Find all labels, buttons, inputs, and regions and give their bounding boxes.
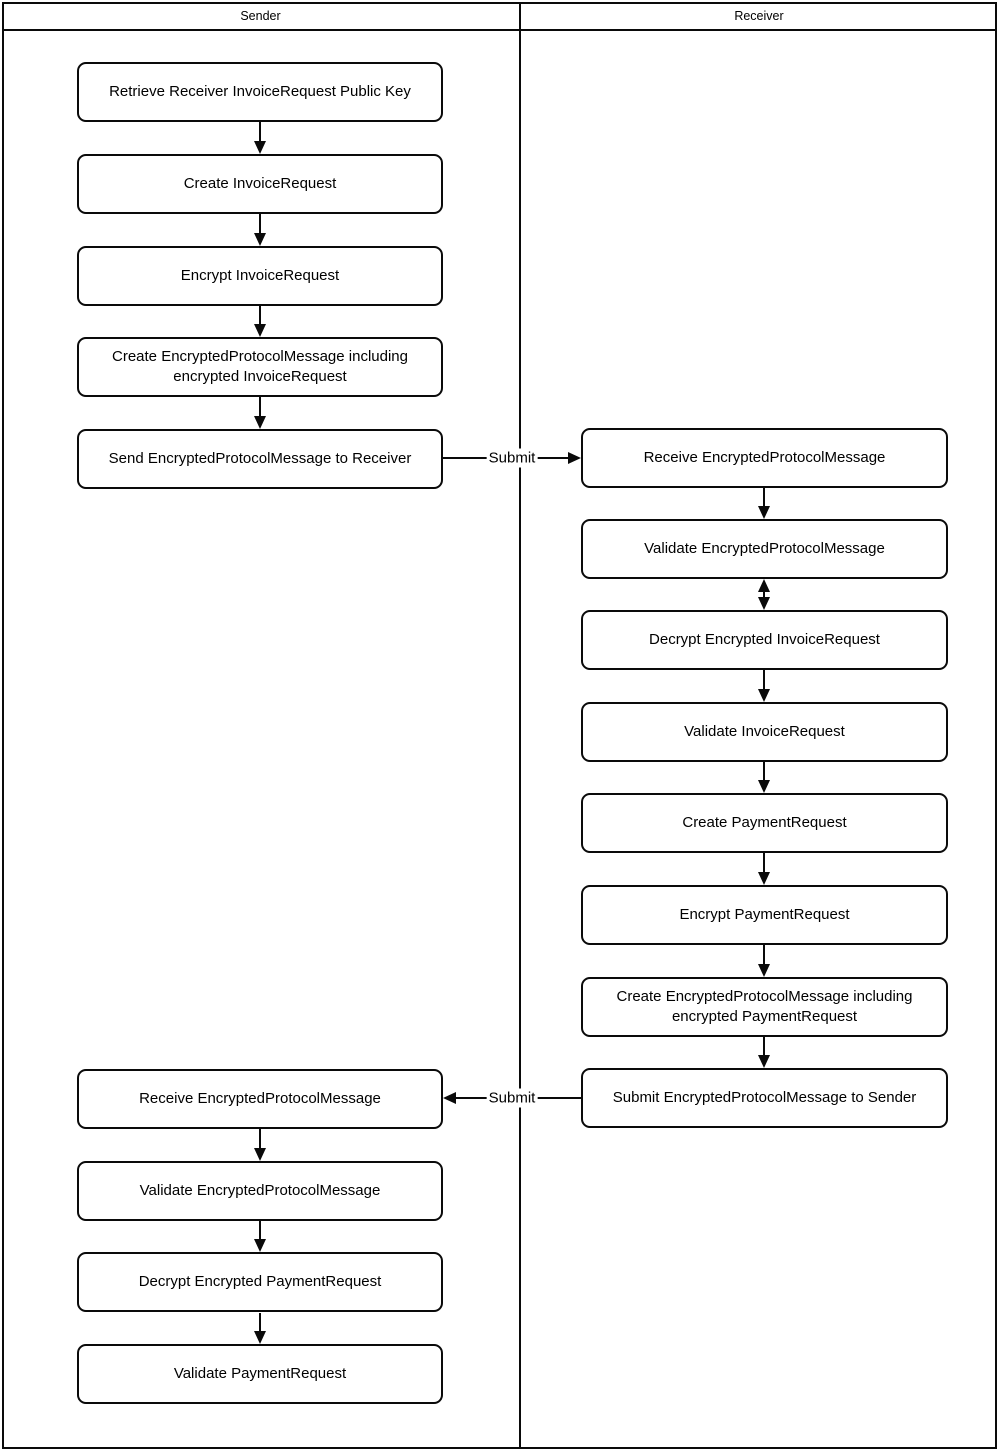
return-submit-label: Submit: [488, 1089, 536, 1107]
sender-node-decrypt-encrypted-paymentrequest: Decrypt Encrypted PaymentRequest: [77, 1252, 443, 1312]
arrow-down-icon: [758, 506, 770, 519]
arrow-down-icon: [758, 780, 770, 793]
connector-sender-4-5: [259, 397, 261, 418]
arrow-down-icon: [254, 324, 266, 337]
send-submit-label: Submit: [488, 449, 536, 467]
lane-title-sender: Sender: [240, 9, 281, 23]
arrow-down-icon: [254, 1148, 266, 1161]
receiver-node-validate-encryptedprotocolmessage: Validate EncryptedProtocolMessage: [581, 519, 948, 579]
sender-node-retrieve-public-key: Retrieve Receiver InvoiceRequest Public Key: [77, 62, 443, 122]
arrow-down-icon: [758, 597, 770, 610]
arrow-down-icon: [758, 964, 770, 977]
lane-header-rule: [2, 29, 997, 31]
arrow-down-icon: [254, 233, 266, 246]
arrow-down-icon: [254, 1239, 266, 1252]
connector-receiver-5-6: [763, 853, 765, 873]
arrow-right-icon: [568, 452, 581, 464]
arrow-down-icon: [758, 872, 770, 885]
connector-receiver-1-2: [763, 488, 765, 508]
receiver-node-validate-invoicerequest: Validate InvoiceRequest: [581, 702, 948, 762]
sender-node-create-encryptedprotocolmessage: Create EncryptedProtocolMessage including encrypted InvoiceRequest: [77, 337, 443, 397]
arrow-down-icon: [758, 689, 770, 702]
arrow-down-icon: [254, 416, 266, 429]
connector-receiver-3-4: [763, 670, 765, 690]
connector-sender-7-8: [259, 1221, 261, 1241]
lane-divider: [519, 2, 521, 1449]
sender-node-create-invoicerequest: Create InvoiceRequest: [77, 154, 443, 214]
connector-sender-1-2: [259, 122, 261, 143]
arrow-down-icon: [758, 1055, 770, 1068]
arrow-down-icon: [254, 141, 266, 154]
sender-node-validate-paymentrequest: Validate PaymentRequest: [77, 1344, 443, 1404]
connector-receiver-6-7: [763, 945, 765, 965]
sender-node-send-encryptedprotocolmessage: Send EncryptedProtocolMessage to Receiver: [77, 429, 443, 489]
receiver-node-encrypt-paymentrequest: Encrypt PaymentRequest: [581, 885, 948, 945]
lane-title-receiver: Receiver: [734, 9, 784, 23]
sender-node-encrypt-invoicerequest: Encrypt InvoiceRequest: [77, 246, 443, 306]
connector-sender-6-7: [259, 1129, 261, 1150]
connector-sender-3-4: [259, 306, 261, 326]
receiver-node-create-paymentrequest: Create PaymentRequest: [581, 793, 948, 853]
connector-sender-8-9: [259, 1313, 261, 1333]
connector-sender-2-3: [259, 214, 261, 235]
connector-receiver-7-8: [763, 1037, 765, 1056]
sender-node-validate-encryptedprotocolmessage: Validate EncryptedProtocolMessage: [77, 1161, 443, 1221]
receiver-node-create-encryptedprotocolmessage: Create EncryptedProtocolMessage including encrypted PaymentRequest: [581, 977, 948, 1037]
receiver-node-submit-encryptedprotocolmessage: Submit EncryptedProtocolMessage to Sender: [581, 1068, 948, 1128]
connector-receiver-4-5: [763, 762, 765, 781]
receiver-node-decrypt-encrypted-invoicerequest: Decrypt Encrypted InvoiceRequest: [581, 610, 948, 670]
sender-node-receive-encryptedprotocolmessage: Receive EncryptedProtocolMessage: [77, 1069, 443, 1129]
arrow-down-icon: [254, 1331, 266, 1344]
arrow-left-icon: [443, 1092, 456, 1104]
receiver-node-receive-encryptedprotocolmessage: Receive EncryptedProtocolMessage: [581, 428, 948, 488]
